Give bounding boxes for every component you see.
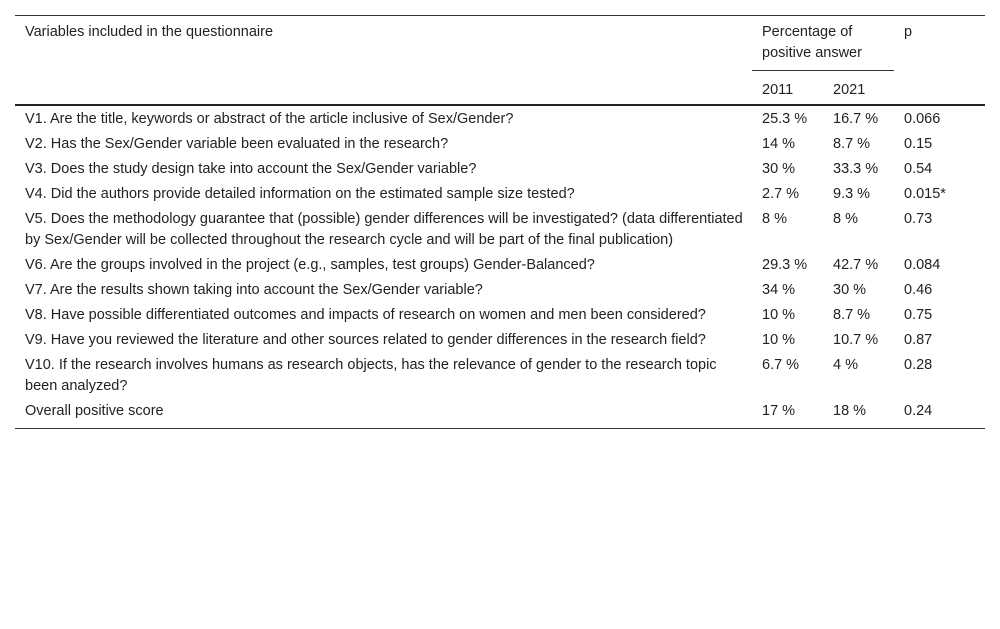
cell-variable: V3. Does the study design take into account the Sex/Gender variable? [25, 161, 477, 177]
cell-2011: 10 % [762, 332, 796, 348]
cell-variable: V7. Are the results shown taking into account the Sex/Gender variable? [25, 282, 483, 298]
cell-p: 0.28 [904, 357, 933, 373]
cell-2021: 42.7 % [833, 257, 879, 273]
header-year-2011: 2011 [762, 82, 794, 98]
header-percentage [752, 16, 894, 75]
cell-p: 0.75 [904, 307, 933, 323]
cell-p: 0.46 [904, 282, 933, 298]
cell-variable: V9. Have you reviewed the literature and other sources related to gender differences in the research field? [25, 332, 706, 348]
table-body [15, 105, 985, 429]
table-row [15, 278, 985, 303]
header-year-2021: 2021 [833, 82, 866, 98]
cell-2011: 8 % [762, 211, 787, 227]
cell-variable: V4. Did the authors provide detailed information on the estimated sample size tested? [25, 186, 575, 202]
cell-variable: V5. Does the methodology guarantee that (possible) gender differences will be investigated? (data differentiated by Sex/Gender will be collected throughout the research cycle and will be part of the final publication) [25, 211, 743, 248]
cell-p: 0.066 [904, 111, 941, 127]
table-row [15, 303, 985, 328]
cell-2011: 10 % [762, 307, 796, 323]
cell-p: 0.73 [904, 211, 933, 227]
cell-2021: 8.7 % [833, 307, 871, 323]
cell-p: 0.084 [904, 257, 941, 273]
cell-2011: 34 % [762, 282, 796, 298]
cell-2011: 2.7 % [762, 186, 800, 202]
results-table-container [15, 15, 985, 429]
cell-2021: 30 % [833, 282, 867, 298]
cell-2021: 16.7 % [833, 111, 879, 127]
table-row [15, 353, 985, 399]
cell-p: 0.015* [904, 186, 946, 202]
cell-2011: 30 % [762, 161, 796, 177]
cell-2021: 18 % [833, 403, 867, 419]
cell-2021: 33.3 % [833, 161, 879, 177]
cell-p: 0.87 [904, 332, 933, 348]
table-row [15, 132, 985, 157]
table-row [15, 157, 985, 182]
table-row [15, 207, 985, 253]
cell-2011: 6.7 % [762, 357, 800, 373]
table-row [15, 328, 985, 353]
header-variables: Variables included in the questionnaire [25, 24, 274, 40]
cell-p: 0.54 [904, 161, 933, 177]
results-table [15, 15, 985, 429]
header-percentage-label: Percentage of positive answer [752, 22, 894, 71]
cell-variable: V10. If the research involves humans as research objects, has the relevance of gender to the research topic been analyzed? [25, 357, 717, 394]
header-p: p [904, 24, 913, 40]
table-header [15, 16, 985, 106]
table-row [15, 399, 985, 429]
cell-2011: 25.3 % [762, 111, 808, 127]
cell-2021: 10.7 % [833, 332, 879, 348]
cell-variable: V1. Are the title, keywords or abstract of the article inclusive of Sex/Gender? [25, 111, 514, 127]
table-row [15, 253, 985, 278]
cell-variable: V8. Have possible differentiated outcomes and impacts of research on women and men been considered? [25, 307, 706, 323]
cell-p: 0.24 [904, 403, 933, 419]
cell-2021: 8.7 % [833, 136, 871, 152]
cell-variable: V2. Has the Sex/Gender variable been evaluated in the research? [25, 136, 449, 152]
cell-2011: 17 % [762, 403, 796, 419]
table-row [15, 105, 985, 132]
cell-2021: 4 % [833, 357, 858, 373]
table-row [15, 182, 985, 207]
cell-p: 0.15 [904, 136, 933, 152]
cell-2011: 14 % [762, 136, 796, 152]
cell-2021: 9.3 % [833, 186, 871, 202]
cell-2011: 29.3 % [762, 257, 808, 273]
cell-variable: V6. Are the groups involved in the project (e.g., samples, test groups) Gender-Balanced? [25, 257, 595, 273]
cell-2021: 8 % [833, 211, 858, 227]
cell-variable: Overall positive score [25, 403, 164, 419]
